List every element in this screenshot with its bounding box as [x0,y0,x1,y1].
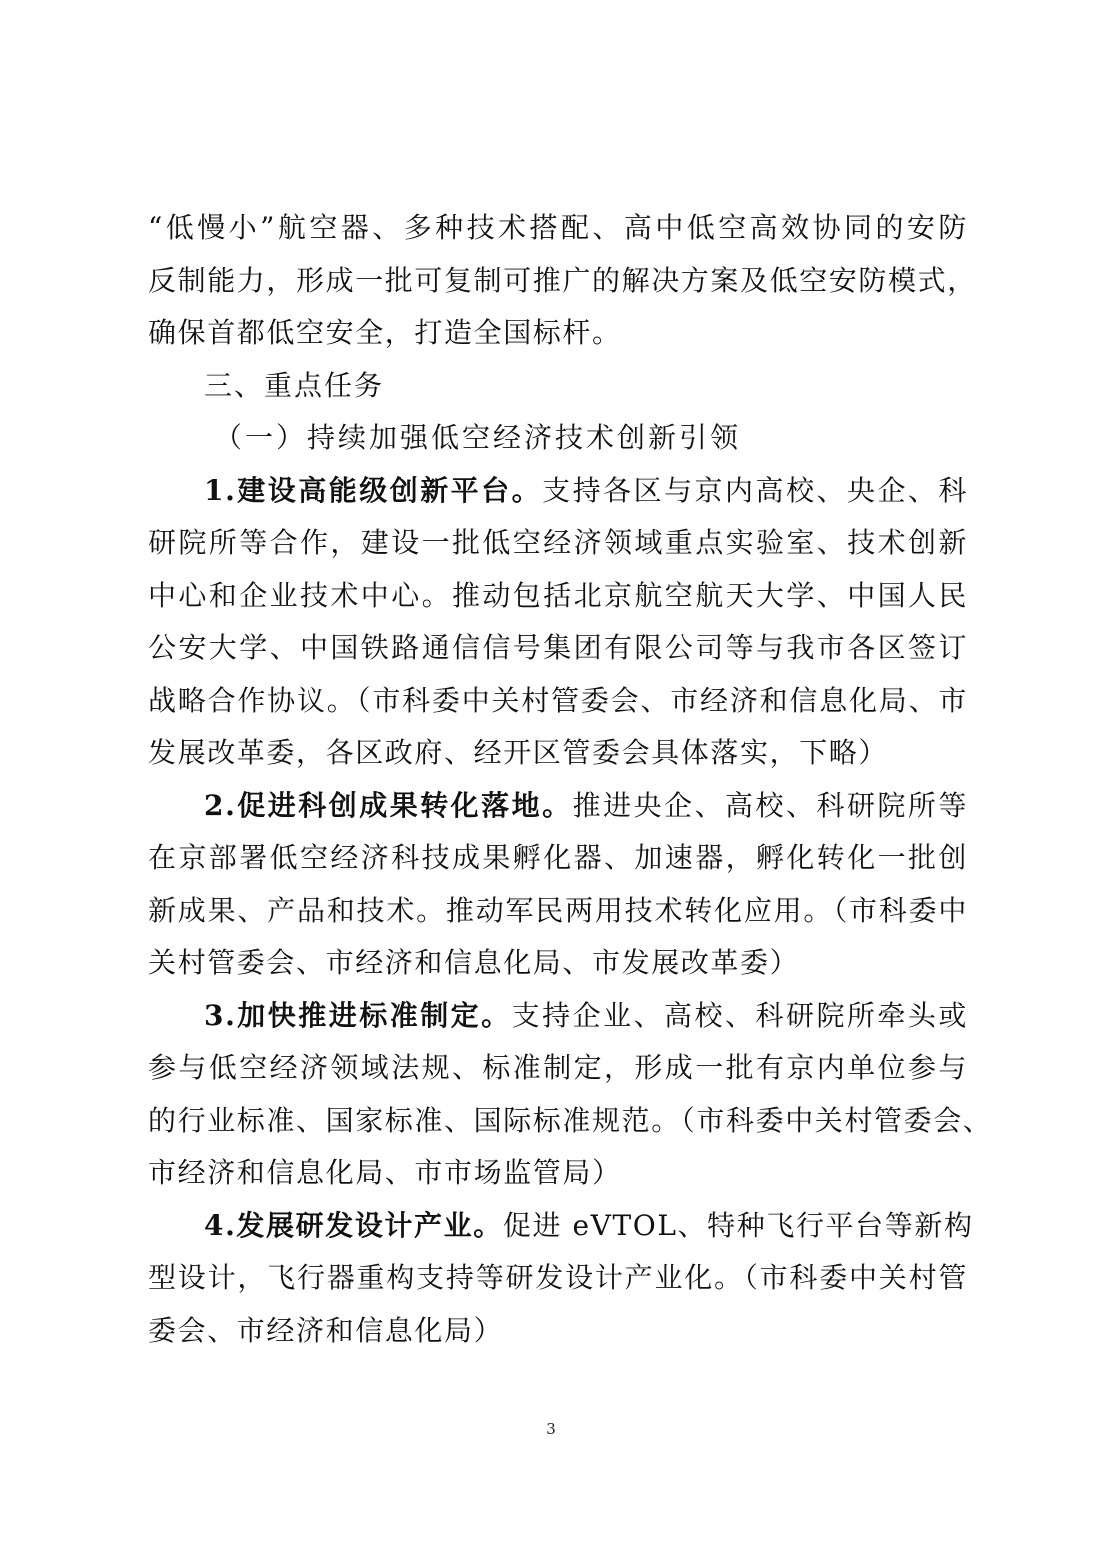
item-text: 促进 eVTOL、特种飞行平台等新构 [502,1208,974,1242]
item-line: 关村管委会、市经济和信息化局、市发展改革委） [148,946,800,979]
item-line: 的行业标准、国家标准、国际标准规范。（市科委中关村管委会、 [148,1103,993,1137]
item-first-line [148,990,968,1043]
item-title: 3.加快推进标准制定。 [204,998,512,1032]
item-line: 研院所等合作，建设一批低空经济领域重点实验室、技术创新 [148,526,968,559]
item-first-line [148,465,968,518]
document-body [148,202,993,1357]
subsection-heading: （一）持续加强低空经济技术创新引领 [214,421,742,454]
intro-line: 确保首都低空安全，打造全国标杆。 [148,316,622,349]
item-line: 中心和企业技术中心。推动包括北京航空航天大学、中国人民 [148,578,968,612]
item-line: 市经济和信息化局、市市场监管局） [148,1156,622,1189]
item-line: 型设计，飞行器重构支持等研发设计产业化。（市科委中关村管 [148,1261,968,1294]
item-text: 支持企业、高校、科研院所牵头或 [511,998,968,1032]
item-line: 公安大学、中国铁路通信信号集团有限公司等与我市各区签订 [148,631,968,664]
section-heading: 三、重点任务 [204,368,385,402]
item-line: 委会、市经济和信息化局） [148,1313,504,1347]
item-line: 新成果、产品和技术。推动军民两用技术转化应用。（市科委中 [148,893,968,927]
item-text: 推进央企、高校、科研院所等 [572,788,968,822]
page-number: 3 [546,1420,556,1438]
item-first-line [148,780,968,833]
intro-line: “低慢小”航空器、多种技术搭配、高中低空高效协同的安防 [148,211,968,244]
item-line: 参与低空经济领域法规、标准制定，形成一批有京内单位参与 [148,1051,968,1084]
item-first-line [148,1200,974,1253]
item-title: 2.促进科创成果转化落地。 [204,788,573,822]
item-line: 战略合作协议。（市科委中关村管委会、市经济和信息化局、市 [148,683,968,717]
item-line: 发展改革委，各区政府、经开区管委会具体落实，下略） [148,736,889,769]
item-title: 1.建设高能级创新平台。 [204,473,543,507]
intro-line: 反制能力，形成一批可复制可推广的解决方案及低空安防模式， [148,263,977,297]
item-title: 4.发展研发设计产业。 [204,1208,503,1242]
item-text: 支持各区与京内高校、央企、科 [542,473,969,507]
item-line: 在京部署低空经济科技成果孵化器、加速器，孵化转化一批创 [148,841,968,874]
